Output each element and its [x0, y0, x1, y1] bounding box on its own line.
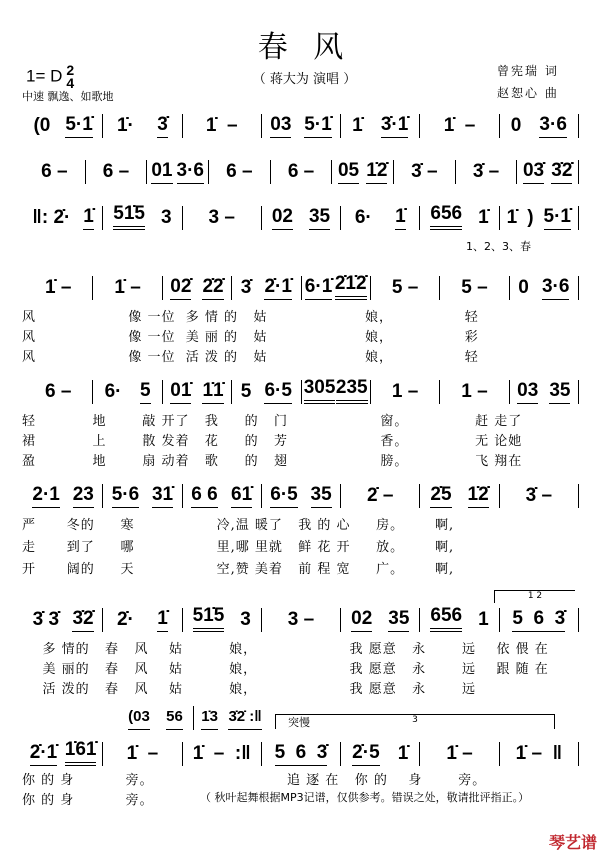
note-group: 35	[311, 485, 332, 508]
note-group: 01̇	[170, 381, 191, 404]
note-group: 1̇ – :‖	[192, 743, 251, 764]
measure	[183, 484, 262, 508]
note-group: 3·6	[539, 115, 566, 138]
site-logo[interactable]: 琴艺谱	[548, 833, 597, 852]
note-group: 05	[338, 161, 359, 184]
lyric-line: 美 丽的 春 风 姑 娘， 我 愿意 永 远 跟 随 在	[22, 662, 549, 677]
measure	[24, 276, 93, 300]
lyric-line: 你 的 身 旁。 追 逐 在 你 的 身 旁。	[22, 773, 487, 788]
note-group: 6 –	[287, 161, 315, 182]
measure	[183, 114, 262, 138]
note-group: 6 –	[102, 161, 130, 182]
note-group: 1̇ –	[446, 743, 473, 764]
note-group: 51̇5	[193, 606, 225, 632]
measure	[341, 608, 420, 632]
note-group: 56	[166, 707, 183, 730]
staff-system-3	[24, 204, 579, 230]
note-group: 2̇·1̇	[264, 277, 291, 300]
measure	[332, 160, 394, 184]
lyricist: 曾宪瑞 词	[497, 64, 559, 78]
lyric-line: 裙 上 散 发着 花 的 芳 香。 无 论她	[22, 434, 523, 449]
staff-system-2	[24, 158, 579, 184]
measure	[371, 276, 440, 300]
measure	[103, 114, 182, 138]
measure	[93, 276, 162, 300]
time-num: 2	[66, 62, 75, 78]
note-group: 0	[510, 115, 522, 136]
note-group: 3̇	[157, 115, 168, 138]
note-group: 305	[304, 378, 336, 404]
note-group: 1̇ – ‖	[515, 743, 563, 764]
note-group: 5·1̇	[65, 115, 92, 138]
measure	[456, 160, 518, 184]
note-group: 1̇	[506, 207, 518, 228]
lyric-line: 盈 地 扇 动着 歌 的 翅 膀。 飞 翔在	[22, 454, 523, 469]
note-group: 3̇2̇ :‖	[228, 707, 261, 730]
interlude-line	[118, 704, 269, 730]
measure	[103, 608, 182, 632]
lyric-line: 轻 地 敲 开了 我 的 门 窗。 赶 走了	[22, 414, 523, 429]
note-group: 35	[549, 381, 570, 404]
note-group: 3̇ –	[525, 485, 553, 506]
measure	[371, 380, 440, 404]
note-group: 02	[351, 609, 372, 632]
measure	[394, 160, 456, 184]
measure	[93, 380, 162, 404]
song-title: 春 风	[257, 30, 352, 65]
note-group: 51̇5	[113, 204, 145, 230]
measure	[147, 160, 209, 184]
time-den: 4	[66, 75, 75, 91]
measure	[183, 206, 262, 230]
note-group: 2̇ –	[367, 485, 394, 506]
measure	[24, 206, 103, 230]
note-group: 2̇·5	[352, 743, 379, 766]
note-group: 6·5	[270, 485, 297, 508]
measure	[510, 276, 579, 300]
note-group: 3	[160, 207, 172, 228]
note-group: 1̇ –	[44, 277, 72, 298]
note-group: 35	[309, 207, 330, 230]
note-group: (03	[128, 707, 150, 730]
note-group: 02̇	[170, 277, 191, 300]
note-group: 1̇	[352, 115, 363, 136]
measure	[262, 114, 341, 138]
note-group: 1̇ –	[126, 743, 159, 764]
note-group: 5·6	[112, 485, 139, 508]
note-group: 0	[518, 277, 529, 298]
note-group: 2̇·	[116, 609, 134, 630]
note-group: 1̇	[83, 207, 94, 230]
measure	[420, 203, 499, 230]
note-group: 3̇	[240, 277, 252, 298]
note-group: 1	[478, 609, 489, 630]
measure	[341, 114, 420, 138]
measure	[194, 706, 269, 730]
note-group: 1 –	[461, 381, 488, 402]
measure	[163, 380, 232, 404]
verse-numbers: 1、2、3、春	[466, 240, 531, 253]
measure	[24, 608, 103, 632]
triplet-bracket: 3	[275, 714, 555, 729]
note-group: 5 6 3̇	[275, 743, 328, 766]
lyric-line: 风 像 一位 活 泼 的 姑 娘， 轻	[22, 350, 479, 365]
lyric-line: 风 像 一位 多 情 的 姑 娘， 轻	[22, 310, 479, 325]
note-group: 5 –	[391, 277, 419, 298]
lyric-line: 风 像 一位 美 丽 的 姑 娘， 彩	[22, 330, 479, 345]
note-group: 1̇	[478, 207, 489, 228]
measure	[517, 160, 579, 184]
lyric-line: 开 阔的 天 空,赞 美着 前 程 宽 广。 啊,	[22, 562, 455, 577]
note-group: 235	[336, 378, 368, 404]
note-group: 6 –	[44, 381, 72, 402]
measure	[500, 206, 579, 230]
measure	[103, 742, 182, 766]
transcriber-note: （ 秋叶起舞根据MP3记谱，仅供参考。错误之处，敬请批评指正。）	[200, 791, 530, 804]
measure	[500, 484, 579, 508]
measure	[302, 273, 371, 300]
lyric-line: 严 冬的 寒 冷,温 暖了 我 的 心 房。 啊,	[22, 518, 455, 533]
note-group: 2̇1̇2̇	[335, 274, 367, 300]
measure	[262, 742, 341, 766]
note-group: 3	[240, 609, 251, 630]
staff-system-1	[24, 112, 579, 138]
note-group: 2̇·1̇	[30, 743, 57, 766]
note-group: 6·1̇	[305, 277, 332, 300]
measure	[420, 484, 499, 508]
note-group: 1̇ –	[205, 115, 238, 136]
measure	[183, 605, 262, 632]
note-group: 1̇·	[116, 115, 134, 136]
volta-bracket: 1 2	[494, 590, 575, 603]
note-group: 1̇ –	[114, 277, 141, 298]
note-group: 03	[517, 381, 538, 404]
lyric-line: 你 的 身 旁。	[22, 793, 154, 808]
measure	[24, 114, 103, 138]
note-group: (0	[33, 115, 51, 136]
note-group: 3 –	[287, 609, 315, 630]
measure	[103, 484, 182, 508]
measure	[420, 605, 499, 632]
note-group: 1̇	[157, 609, 168, 632]
measure	[271, 160, 333, 184]
measure	[262, 608, 341, 632]
note-group: 5 –	[461, 277, 488, 298]
note-group: 1̇ –	[443, 115, 476, 136]
note-group: 1̇1̇	[202, 381, 223, 404]
sudden-slow-marking: 突慢	[288, 716, 310, 729]
staff-system-5	[24, 378, 579, 404]
measure	[341, 206, 420, 230]
note-group: 3̇2̇	[551, 161, 572, 184]
note-group: 1̇	[395, 207, 406, 230]
note-group: 1̇61̇	[65, 740, 97, 766]
note-group: 5 6 3̇	[512, 609, 565, 632]
note-group: 3·6	[177, 161, 204, 184]
measure	[341, 484, 420, 508]
measure	[500, 608, 579, 632]
measure	[24, 484, 103, 508]
staff-system-7	[24, 606, 579, 632]
measure	[24, 380, 93, 404]
measure	[86, 160, 148, 184]
note-group: 2̇2̇	[202, 277, 223, 300]
note-group: 6·5	[264, 381, 291, 404]
note-group: 02	[272, 207, 293, 230]
note-group: 3̇ –	[411, 161, 438, 182]
measure	[500, 742, 579, 766]
note-group: 1̇3	[201, 707, 218, 730]
measure	[262, 206, 341, 230]
measure	[262, 484, 341, 508]
note-group: 3̇ 3̇	[32, 609, 60, 630]
note-group: 6 –	[226, 161, 253, 182]
note-group: 6·	[104, 381, 122, 402]
note-group: 2·1	[32, 485, 59, 508]
note-group: 2̇5	[430, 485, 451, 508]
measure	[209, 160, 271, 184]
lyric-line: 活 泼的 春 风 姑 娘， 我 愿意 永 远	[22, 682, 477, 697]
composer: 赵恕心 曲	[497, 86, 559, 100]
note-group: 6·	[354, 207, 372, 228]
note-group: 5	[140, 381, 151, 404]
staff-system-4	[24, 274, 579, 300]
key-signature	[26, 64, 74, 90]
measure	[103, 203, 182, 230]
measure	[232, 276, 301, 300]
note-group: 01	[151, 161, 172, 184]
measure	[341, 742, 420, 766]
measure	[302, 377, 371, 404]
measure	[24, 160, 86, 184]
measure	[440, 276, 509, 300]
key: 1= D	[26, 66, 63, 86]
note-group: 3̇·1̇	[381, 115, 408, 138]
note-group: 1 –	[391, 381, 419, 402]
note-group: 03̇	[523, 161, 544, 184]
note-group: 5·1̇	[544, 207, 571, 230]
measure	[118, 706, 194, 730]
note-group: 6 6	[191, 485, 217, 508]
lyric-line: 多 情的 春 风 姑 娘， 我 愿意 永 远 依 偎 在	[22, 642, 549, 657]
note-group: 23	[73, 485, 94, 508]
note-group: 1̇	[397, 743, 409, 764]
note-group: 31̇	[152, 485, 173, 508]
measure	[24, 739, 103, 766]
note-group: 3 –	[208, 207, 235, 228]
note-group: )	[527, 207, 534, 228]
note-group: 6 –	[41, 161, 68, 182]
measure	[420, 114, 499, 138]
note-group: 03	[270, 115, 291, 138]
note-group: 5·1̇	[304, 115, 331, 138]
measure	[420, 742, 499, 766]
note-group: 1̇2̇	[468, 485, 489, 508]
measure	[232, 380, 301, 404]
measure	[500, 114, 579, 138]
staff-system-8	[24, 740, 579, 766]
note-group: 5	[240, 381, 252, 402]
lyric-line: 走 到了 哪 里,哪 里就 鲜 花 开 放。 啊,	[22, 540, 455, 555]
note-group: 61̇	[231, 485, 252, 508]
note-group: 656	[430, 606, 462, 632]
measure	[440, 380, 509, 404]
singer: （ 蒋大为 演唱 ）	[252, 72, 357, 87]
staff-system-6	[24, 482, 579, 508]
note-group: 656	[430, 204, 462, 230]
note-group: 3̇ –	[472, 161, 500, 182]
note-group: 1̇2̇	[366, 161, 387, 184]
note-group: 35	[388, 609, 409, 632]
note-group: ‖: 2̇·	[32, 207, 71, 228]
time-signature	[66, 64, 74, 90]
measure	[510, 380, 579, 404]
note-group: 3·6	[542, 277, 569, 300]
measure	[183, 742, 262, 766]
tempo-marking: 中速 飘逸、如歌地	[22, 90, 114, 103]
measure	[163, 276, 232, 300]
note-group: 3̇2̇	[72, 609, 93, 632]
